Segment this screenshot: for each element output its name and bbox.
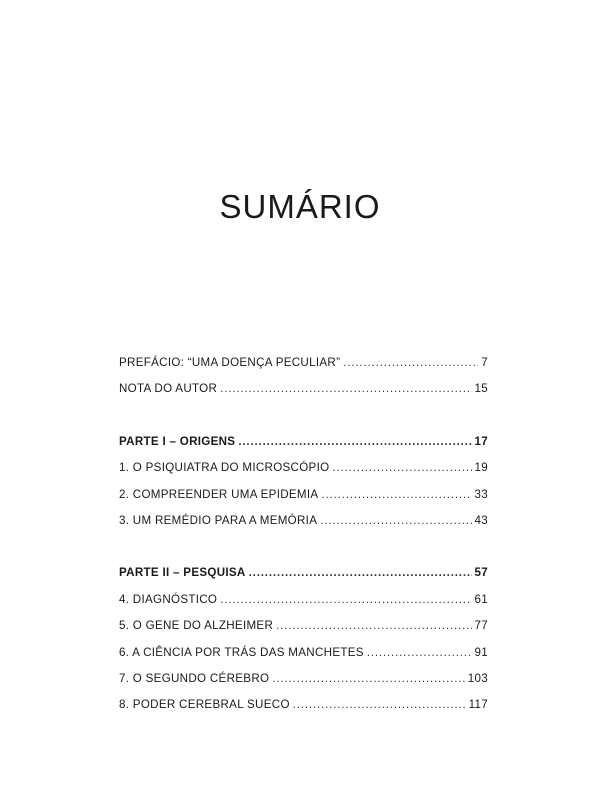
dot-leader <box>367 646 472 659</box>
toc-entry-label: 1. O PSIQUIATRA DO MICROSCÓPIO <box>119 461 330 475</box>
toc-entry-page: 43 <box>474 513 488 527</box>
toc-entry-chapter-3[interactable] <box>119 514 488 540</box>
toc-entry-page: 17 <box>474 434 488 448</box>
toc-entry-nota-do-autor[interactable] <box>119 382 488 408</box>
dot-leader <box>276 619 471 632</box>
toc-entry-label: 7. O SEGUNDO CÉREBRO <box>119 671 270 685</box>
dot-leader <box>272 672 464 685</box>
dot-leader <box>220 382 471 395</box>
toc-entry-chapter-1[interactable] <box>119 461 488 487</box>
toc-entry-chapter-6[interactable] <box>119 646 488 672</box>
toc-group-parte-1 <box>119 435 488 541</box>
toc-group-parte-2 <box>119 566 488 724</box>
toc-entry-chapter-7[interactable] <box>119 672 488 698</box>
toc-entry-label: 6. A CIÊNCIA POR TRÁS DAS MANCHETES <box>119 645 364 659</box>
toc-entry-label: NOTA DO AUTOR <box>119 382 218 396</box>
toc-entry-page: 77 <box>474 619 488 633</box>
toc-entry-page: 33 <box>474 487 488 501</box>
toc-entry-label: 4. DIAGNÓSTICO <box>119 592 218 606</box>
table-of-contents <box>119 356 488 725</box>
dot-leader <box>293 698 466 711</box>
dot-leader <box>332 461 471 474</box>
toc-entry-label: 8. PODER CEREBRAL SUECO <box>119 698 290 712</box>
toc-entry-page: 61 <box>474 592 488 606</box>
dot-leader <box>321 488 471 501</box>
dot-leader <box>238 435 471 448</box>
dot-leader <box>343 356 478 369</box>
toc-part-heading-pesquisa[interactable] <box>119 566 488 592</box>
toc-entry-chapter-4[interactable] <box>119 593 488 619</box>
dot-leader <box>320 514 471 527</box>
toc-entry-page: 15 <box>474 382 488 396</box>
toc-entry-label: 5. O GENE DO ALZHEIMER <box>119 619 274 633</box>
toc-part-heading-origens[interactable] <box>119 435 488 461</box>
toc-entry-chapter-5[interactable] <box>119 619 488 645</box>
toc-entry-page: 103 <box>467 671 488 685</box>
toc-entry-label: PARTE II – PESQUISA <box>119 566 246 580</box>
toc-entry-page: 7 <box>481 356 488 369</box>
toc-entry-label: 2. COMPREENDER UMA EPIDEMIA <box>119 487 319 501</box>
toc-entry-label: 3. UM REMÉDIO PARA A MEMÓRIA <box>119 513 318 527</box>
toc-entry-chapter-8[interactable] <box>119 698 488 724</box>
dot-leader <box>220 593 471 606</box>
toc-entry-label: PARTE I – ORIGENS <box>119 434 236 448</box>
toc-entry-prefacio[interactable] <box>119 356 488 382</box>
toc-entry-chapter-2[interactable] <box>119 488 488 514</box>
toc-entry-page: 91 <box>474 645 488 659</box>
toc-entry-page: 57 <box>474 566 488 580</box>
toc-entry-label: PREFÁCIO: “UMA DOENÇA PECULIAR” <box>119 356 341 369</box>
dot-leader <box>249 566 472 579</box>
toc-entry-page: 19 <box>474 461 488 475</box>
toc-group-front-matter <box>119 356 488 409</box>
toc-entry-page: 117 <box>468 698 488 712</box>
page-title: SUMÁRIO <box>219 188 381 226</box>
